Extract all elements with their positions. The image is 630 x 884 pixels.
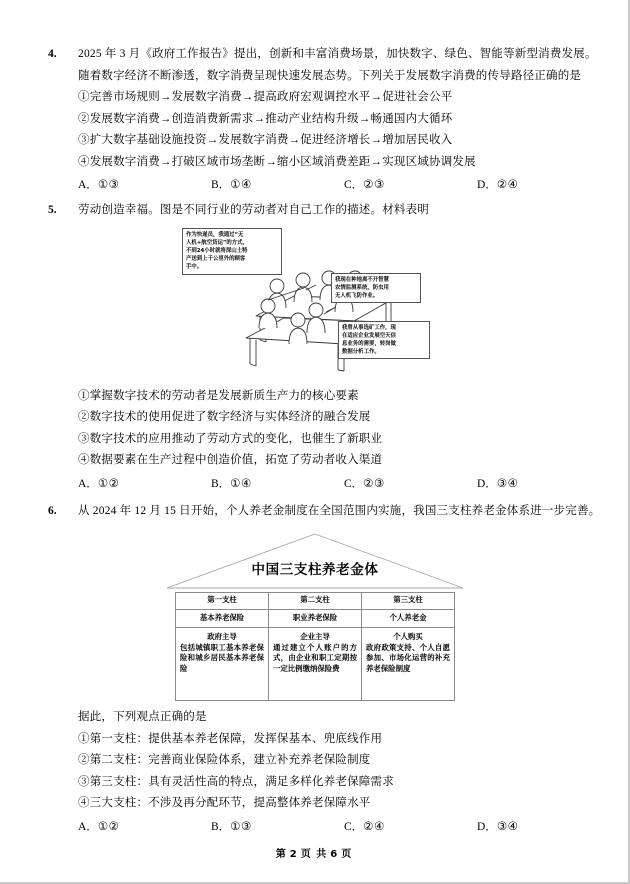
question-4-stem-line-2: 随着数字经济不断渗透，数字消费呈现快速发展态势。下列关于发展数字消费的传导路径正确的是 bbox=[78, 69, 582, 82]
question-6-statement-1: ①第一支柱：提供基本养老保障，发挥保基本、兜底线作用 bbox=[78, 732, 383, 745]
question-6-number: 6. bbox=[48, 504, 57, 517]
bubble-line: 产送到上千公里外的顾客 bbox=[186, 256, 246, 263]
pension-pillars-table bbox=[175, 592, 455, 701]
question-5-statement-2: ②数字技术的使用促进了数字经济与实体经济的融合发展 bbox=[78, 411, 371, 423]
question-6-statement-3: ③第三支柱：具有灵活性高的特点，满足多样化养老保障需求 bbox=[78, 775, 394, 788]
question-6-choices bbox=[78, 816, 582, 838]
choice-value: ③④ bbox=[496, 820, 519, 833]
question-5-stem-line-1: 劳动创造幸福。图是不同行业的劳动者对自己工作的描述。材料表明 bbox=[78, 204, 429, 216]
question-4-statement-2: ②发展数字消费→创造消费新需求→推动产业结构升级→畅通国内大循环 bbox=[78, 112, 453, 125]
choice-key: D． bbox=[477, 179, 497, 191]
choice-key: D． bbox=[477, 477, 497, 490]
bubble-line: 我现在种地离不开智慧 bbox=[335, 276, 389, 283]
choice-key: D． bbox=[477, 820, 497, 833]
pillar-3-detail-cell bbox=[362, 628, 455, 701]
bubble-line: 息业务的需要，转岗做 bbox=[342, 340, 396, 347]
bubble-line: 人机+航空货运”的方式， bbox=[186, 239, 248, 246]
question-6-options bbox=[78, 707, 582, 838]
question-6 bbox=[48, 501, 601, 838]
question-5-options bbox=[78, 386, 582, 495]
speech-bubble-miner bbox=[338, 321, 430, 360]
pillar-2-name: 第二支柱 bbox=[269, 593, 362, 610]
question-4-choice-a[interactable] bbox=[78, 174, 211, 196]
choice-key: C． bbox=[344, 820, 364, 833]
choice-value: ①③ bbox=[230, 820, 252, 833]
pillar-1-lead: 政府主导 bbox=[207, 632, 237, 641]
question-5-choices bbox=[78, 473, 582, 495]
question-4-choice-c[interactable] bbox=[344, 174, 477, 196]
choice-key: C． bbox=[344, 477, 364, 490]
bubble-line: 我曾从事选矿工作，现 bbox=[342, 324, 396, 331]
speech-bubble-farmer bbox=[331, 273, 421, 304]
choice-value: ①② bbox=[97, 477, 120, 490]
question-6-choice-b[interactable] bbox=[211, 816, 344, 838]
footer-page-number: 2 bbox=[289, 849, 298, 860]
question-4-statement-3: ③扩大数字基础设施投资→发展数字消费→促进经济增长→增加居民收入 bbox=[78, 134, 453, 146]
three-pillar-pension-diagram bbox=[165, 532, 465, 701]
pillar-1-detail: 包括城镇职工基本养老保险和城乡居民基本养老保险 bbox=[180, 642, 264, 673]
question-6-statement-2: ②第二支柱：完善商业保险体系，建立补充养老保险制度 bbox=[78, 754, 371, 766]
question-5-choice-a[interactable] bbox=[78, 473, 211, 495]
choice-key: B． bbox=[211, 820, 231, 833]
choice-value: ③④ bbox=[496, 477, 519, 490]
pillar-2-detail: 通过建立个人账户的方式，由企业和职工定期按一定比例缴纳保险费 bbox=[273, 642, 357, 673]
question-6-stem-line-2: 据此，下列观点正确的是 bbox=[78, 711, 207, 723]
question-4-number: 4. bbox=[48, 48, 57, 60]
choice-key: B． bbox=[211, 179, 231, 191]
choice-value: ①③ bbox=[97, 179, 120, 191]
pillar-2-detail-cell bbox=[269, 628, 362, 701]
footer-middle: 页 共 bbox=[300, 849, 328, 860]
bubble-line: 作为快递员，我通过“无 bbox=[186, 231, 244, 238]
bubble-line: 无人机飞防作业。 bbox=[335, 292, 379, 299]
question-5-number: 5. bbox=[48, 204, 57, 216]
question-4-choice-b[interactable] bbox=[211, 174, 344, 196]
question-5-body bbox=[78, 200, 582, 222]
choice-key: C． bbox=[344, 179, 364, 191]
question-4-choices bbox=[78, 174, 582, 196]
pillar-1-detail-cell bbox=[176, 628, 269, 701]
question-5-choice-b[interactable] bbox=[211, 473, 344, 495]
pillar-3-lead: 个人购买 bbox=[393, 632, 423, 641]
question-6-choice-a[interactable] bbox=[78, 816, 211, 838]
question-4-statement-4: ④发展数字消费→打破区域市场垄断→缩小区域消费差距→实现区域协调发展 bbox=[78, 155, 476, 168]
page-content bbox=[48, 44, 601, 840]
pillar-1-scheme: 基本养老保险 bbox=[176, 609, 269, 628]
question-6-choice-d[interactable] bbox=[477, 816, 610, 838]
pillar-3-detail: 政府政策支持、个人自愿参加、市场化运营的补充养老保险制度 bbox=[366, 642, 450, 673]
choice-value: ②③ bbox=[363, 179, 385, 191]
pension-diagram-title: 中国三支柱养老金体 bbox=[251, 562, 379, 577]
question-4-stem-line-1: 2025 年 3 月《政府工作报告》提出，创新和丰富消费场景，加快数字、绿色、智能等新型消费发展。 bbox=[78, 48, 597, 60]
page-footer bbox=[0, 845, 628, 860]
question-5-statement-1: ①掌握数字技术的劳动者是发展新质生产力的核心要素 bbox=[78, 389, 359, 402]
bubble-line: 数据分析工作。 bbox=[342, 349, 380, 356]
footer-suffix: 页 bbox=[341, 849, 353, 860]
pillar-3-scheme: 个人养老金 bbox=[362, 609, 455, 628]
choice-key: A． bbox=[78, 179, 98, 191]
speech-bubble-courier bbox=[182, 228, 282, 275]
bubble-line: 手中。 bbox=[186, 264, 203, 271]
question-4-choice-d[interactable] bbox=[477, 174, 610, 196]
choice-value: ①④ bbox=[230, 477, 252, 490]
bubble-line: 不到24小时就将深山土特 bbox=[186, 247, 248, 254]
pension-diagram-roof bbox=[165, 532, 465, 590]
pillar-1-name: 第一支柱 bbox=[176, 593, 269, 610]
bubble-line: 在适应企业发展空天信 bbox=[342, 332, 396, 339]
pillar-3-name: 第三支柱 bbox=[362, 593, 455, 610]
table-row-scheme-names bbox=[176, 609, 455, 628]
choice-value: ②④ bbox=[496, 179, 519, 191]
choice-value: ②④ bbox=[363, 820, 385, 833]
question-4 bbox=[48, 44, 597, 196]
question-5-choice-c[interactable] bbox=[344, 473, 477, 495]
choice-value: ②③ bbox=[363, 477, 385, 490]
question-6-body bbox=[78, 501, 601, 523]
question-4-body bbox=[78, 44, 597, 196]
question-5-statement-3: ③数字技术的应用推动了劳动方式的变化，也催生了新职业 bbox=[78, 432, 383, 445]
question-5-choice-d[interactable] bbox=[477, 473, 610, 495]
question-6-stem-line-1: 从 2024 年 12 月 15 日开始，个人养老金制度在全国范围内实施，我国三支柱养老金体系进一步完善。 bbox=[78, 504, 601, 517]
pillar-2-scheme: 职业养老保险 bbox=[269, 609, 362, 628]
question-6-choice-c[interactable] bbox=[344, 816, 477, 838]
bubble-line: 农情监测系统，防虫用 bbox=[335, 284, 389, 291]
question-5-statement-4: ④数据要素在生产过程中创造价值，拓宽了劳动者收入渠道 bbox=[78, 454, 383, 466]
question-5 bbox=[48, 200, 582, 495]
choice-key: B． bbox=[211, 477, 231, 490]
choice-value: ①② bbox=[97, 820, 120, 833]
choice-key: A． bbox=[78, 820, 98, 833]
question-6-statement-4: ④三大支柱：不涉及再分配环节，提高整体养老保障水平 bbox=[78, 797, 371, 809]
table-row-details bbox=[176, 628, 455, 701]
choice-value: ①④ bbox=[230, 179, 252, 191]
pillar-2-lead: 企业主导 bbox=[300, 632, 330, 641]
footer-total-pages: 6 bbox=[330, 849, 339, 860]
question-4-statement-1: ①完善市场规则→发展数字消费→提高政府宏观调控水平→促进社会公平 bbox=[78, 91, 453, 103]
table-row-pillar-names bbox=[176, 593, 455, 610]
choice-key: A． bbox=[78, 477, 98, 490]
footer-prefix: 第 bbox=[275, 849, 287, 860]
workers-illustration bbox=[176, 228, 466, 378]
